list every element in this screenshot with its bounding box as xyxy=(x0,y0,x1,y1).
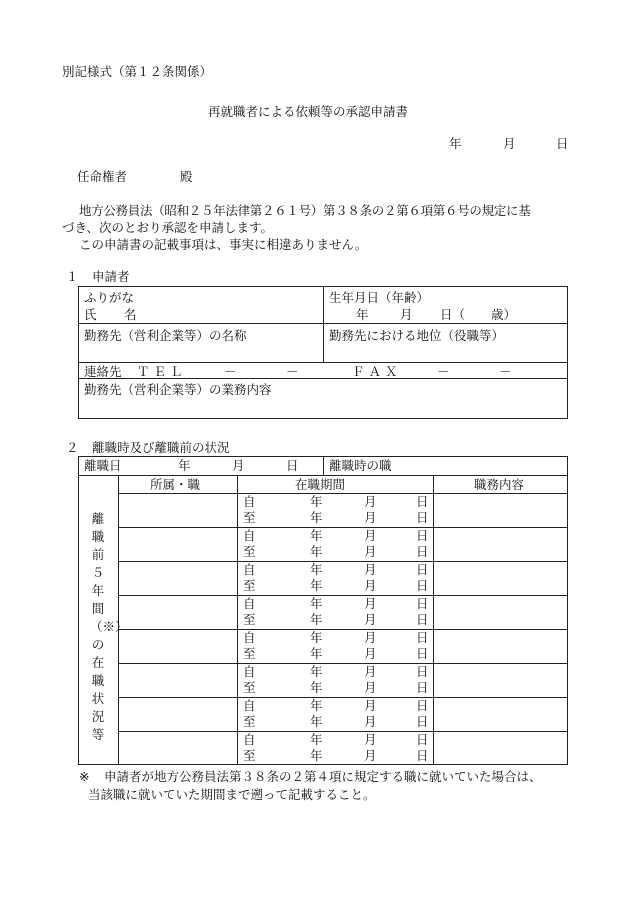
date-month-label: 月 xyxy=(503,136,516,151)
period-to-label: 至 xyxy=(243,714,256,729)
period-to-year: 年 xyxy=(310,646,323,661)
period-from-year: 年 xyxy=(310,664,323,679)
section2-number: ２ xyxy=(66,440,79,455)
retire-row-divider xyxy=(323,456,324,475)
period-from-year: 年 xyxy=(310,732,323,747)
note-line-1: 申請者が地方公務員法第３８条の２第４項に規定する職に就いていた場合は、 xyxy=(104,769,542,784)
tel-dash: － xyxy=(224,364,237,379)
period-to-month: 月 xyxy=(364,578,377,593)
period-to-month: 月 xyxy=(364,748,377,763)
employer-position-label: 勤務先における地位（役職等） xyxy=(329,328,505,343)
period-to-year: 年 xyxy=(310,578,323,593)
period-from-label: 自 xyxy=(243,630,256,645)
employer-name-label: 勤務先（営利企業等）の名称 xyxy=(84,328,247,343)
history-column-line xyxy=(433,475,434,765)
period-from-label: 自 xyxy=(243,562,256,577)
tel-label: ＴＥＬ xyxy=(137,364,187,379)
fax-dash: － xyxy=(499,364,512,379)
period-from-month: 月 xyxy=(364,732,377,747)
name-label-2: 名 xyxy=(124,307,137,322)
fax-label: ＦＡＸ xyxy=(352,364,402,379)
history-column-line xyxy=(237,475,238,765)
period-from-month: 月 xyxy=(364,494,377,509)
tel-dash: － xyxy=(286,364,299,379)
period-from-day: 日 xyxy=(416,494,429,509)
period-from-label: 自 xyxy=(243,494,256,509)
period-from-day: 日 xyxy=(416,698,429,713)
contact-label: 連絡先 xyxy=(84,364,122,379)
history-row-line xyxy=(118,561,568,562)
period-to-year: 年 xyxy=(310,544,323,559)
addressee: 任命権者 xyxy=(77,169,128,184)
date-year-label: 年 xyxy=(449,136,462,151)
period-from-year: 年 xyxy=(310,630,323,645)
period-from-day: 日 xyxy=(416,528,429,543)
period-from-label: 自 xyxy=(243,528,256,543)
period-to-day: 日 xyxy=(416,578,429,593)
period-to-month: 月 xyxy=(364,544,377,559)
date-day-label: 日 xyxy=(556,136,569,151)
dob-age: 歳） xyxy=(491,307,517,322)
furigana-label: ふりがな xyxy=(84,290,135,305)
period-from-label: 自 xyxy=(243,664,256,679)
period-from-month: 月 xyxy=(364,698,377,713)
history-row-line xyxy=(118,697,568,698)
period-to-year: 年 xyxy=(310,714,323,729)
period-to-year: 年 xyxy=(310,680,323,695)
body-paragraph-1-line-2: づき、次のとおり承認を申請します。 xyxy=(62,220,274,235)
dob-label: 生年月日（年齢） xyxy=(329,290,430,305)
period-to-month: 月 xyxy=(364,612,377,627)
body-paragraph-1-line-1: 地方公務員法（昭和２５年法律第２６１号）第３８条の２第６項第６号の規定に基 xyxy=(79,203,531,218)
period-from-day: 日 xyxy=(416,664,429,679)
business-label: 勤務先（営利企業等）の業務内容 xyxy=(84,382,272,397)
retire-row-line xyxy=(78,475,568,476)
period-from-year: 年 xyxy=(310,596,323,611)
fax-dash: － xyxy=(437,364,450,379)
history-row-line xyxy=(118,731,568,732)
section1-number: １ xyxy=(66,269,79,284)
period-to-label: 至 xyxy=(243,748,256,763)
period-from-label: 自 xyxy=(243,596,256,611)
period-from-month: 月 xyxy=(364,528,377,543)
period-to-day: 日 xyxy=(416,646,429,661)
period-to-label: 至 xyxy=(243,578,256,593)
dob-month: 月 xyxy=(400,307,413,322)
period-to-month: 月 xyxy=(364,510,377,525)
period-from-day: 日 xyxy=(416,562,429,577)
period-to-month: 月 xyxy=(364,646,377,661)
period-to-label: 至 xyxy=(243,544,256,559)
period-from-month: 月 xyxy=(364,664,377,679)
period-to-month: 月 xyxy=(364,714,377,729)
period-from-month: 月 xyxy=(364,630,377,645)
period-to-day: 日 xyxy=(416,510,429,525)
period-to-day: 日 xyxy=(416,680,429,695)
duties-header: 職務内容 xyxy=(474,477,525,492)
period-to-day: 日 xyxy=(416,748,429,763)
period-to-day: 日 xyxy=(416,544,429,559)
history-side-label: 離職前５年間（※）の在職状況等 xyxy=(90,511,128,742)
affiliation-header: 所属・職 xyxy=(150,477,201,492)
period-from-label: 自 xyxy=(243,732,256,747)
period-from-year: 年 xyxy=(310,562,323,577)
history-row-line xyxy=(118,629,568,630)
period-from-year: 年 xyxy=(310,698,323,713)
period-from-label: 自 xyxy=(243,698,256,713)
period-to-label: 至 xyxy=(243,680,256,695)
applicant-row-line xyxy=(78,323,568,324)
note-line-2: 当該職に就いていた期間まで遡って記載すること。 xyxy=(88,787,376,802)
period-from-day: 日 xyxy=(416,630,429,645)
applicant-row-line xyxy=(78,362,568,363)
dob-day: 日（ xyxy=(440,307,466,322)
period-to-day: 日 xyxy=(416,714,429,729)
period-to-month: 月 xyxy=(364,680,377,695)
period-from-month: 月 xyxy=(364,562,377,577)
period-to-label: 至 xyxy=(243,510,256,525)
note-mark: ※ xyxy=(79,769,90,784)
retire-month: 月 xyxy=(232,458,245,473)
period-to-year: 年 xyxy=(310,510,323,525)
retire-date-label: 離職日 xyxy=(84,458,122,473)
period-to-label: 至 xyxy=(243,612,256,627)
section1-heading: 申請者 xyxy=(92,269,130,284)
period-from-year: 年 xyxy=(310,494,323,509)
retire-post-label: 離職時の職 xyxy=(329,458,392,473)
dob-year: 年 xyxy=(356,307,369,322)
history-row-line xyxy=(118,663,568,664)
period-header: 在職期間 xyxy=(295,477,346,492)
history-row-line xyxy=(118,527,568,528)
period-from-day: 日 xyxy=(416,596,429,611)
period-to-day: 日 xyxy=(416,612,429,627)
period-from-day: 日 xyxy=(416,732,429,747)
employment-history-table xyxy=(78,456,568,765)
form-reference: 別記様式（第１２条関係） xyxy=(62,64,213,79)
period-to-label: 至 xyxy=(243,646,256,661)
period-from-month: 月 xyxy=(364,596,377,611)
history-header-line xyxy=(118,493,568,494)
retire-year: 年 xyxy=(178,458,191,473)
period-to-year: 年 xyxy=(310,748,323,763)
period-from-year: 年 xyxy=(310,528,323,543)
period-to-year: 年 xyxy=(310,612,323,627)
body-paragraph-2: この申請書の記載事項は、事実に相違ありません。 xyxy=(79,237,368,252)
history-row-line xyxy=(118,595,568,596)
name-label-1: 氏 xyxy=(84,307,97,322)
applicant-table-divider xyxy=(323,286,324,363)
section2-heading: 離職時及び離職前の状況 xyxy=(92,440,230,455)
honorific: 殿 xyxy=(180,169,193,184)
document-title: 再就職者による依頼等の承認申請書 xyxy=(208,104,409,119)
retire-day: 日 xyxy=(286,458,299,473)
